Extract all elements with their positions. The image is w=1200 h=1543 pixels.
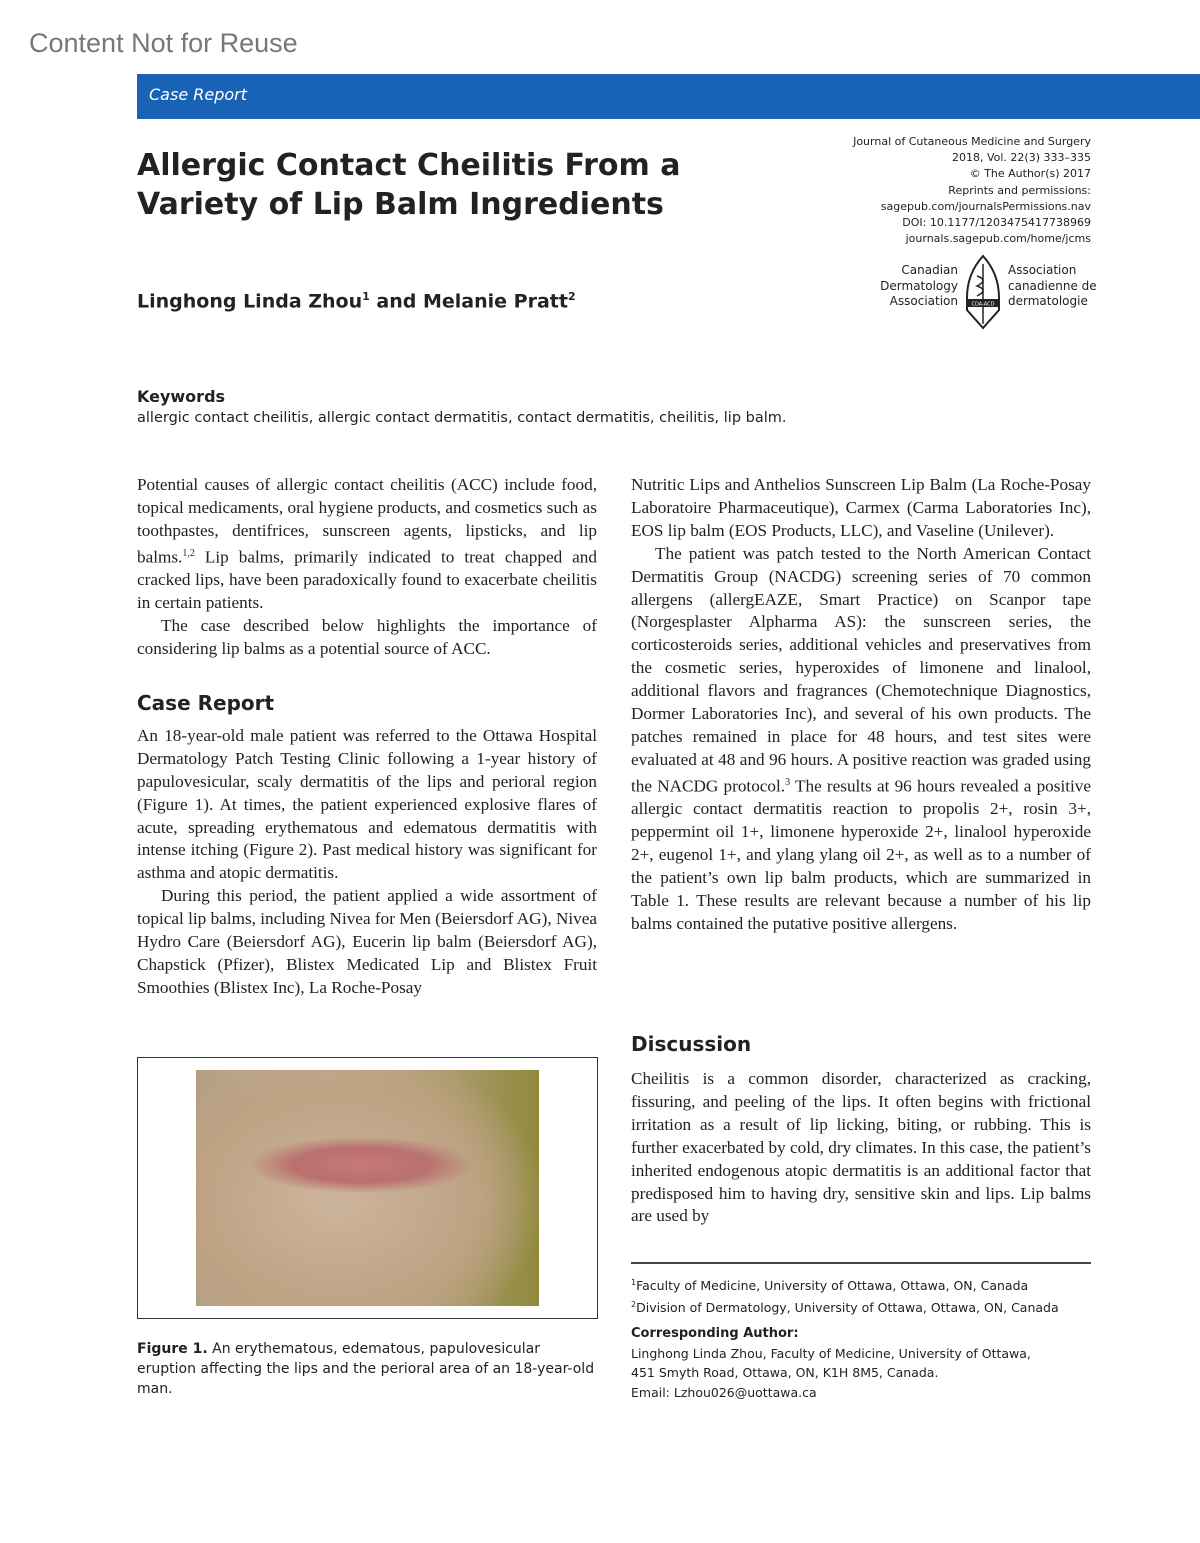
discussion-column (631, 1068, 1091, 1228)
section-heading-discussion: Discussion (631, 1032, 752, 1056)
right-column (631, 474, 1091, 936)
corresponding-heading: Corresponding Author: (631, 1326, 799, 1341)
affiliation-number: 1 (631, 1278, 637, 1287)
figure-label: Figure 1. (137, 1341, 208, 1357)
figure-1-photo (196, 1070, 539, 1306)
logo-text: Association (889, 294, 958, 308)
paragraph-text: Potential causes of allergic contact cheilitis (ACC) include food, topical medicaments, oral hygiene products, and cosmetics such as toothpastes, dentifrices, sunscreen agents, lipsticks, and lip balms. (137, 475, 597, 567)
authors-and: and (369, 290, 423, 313)
journal-meta (760, 134, 1091, 247)
author-2-affil: 2 (567, 290, 576, 303)
section-heading-case-report: Case Report (137, 690, 275, 715)
paragraph-text: Lip balms, primarily indicated to treat chapped and cracked lips, have been paradoxically found to exacerbate cheilitis in certain patients. (137, 547, 597, 613)
figure-caption (137, 1339, 597, 1399)
keywords-heading: Keywords (137, 387, 226, 406)
paragraph: Nutritic Lips and Anthelios Sunscreen Lip Balm (La Roche-Posay Laboratoire Pharmaceutique), Carmex (Carma Laboratories Inc), EOS lip balm (EOS Products, LLC), and Vaseline (Unilever). (631, 475, 1091, 540)
affiliation (631, 1295, 1059, 1317)
paragraph: Cheilitis is a common disorder, characterized as cracking, fissuring, and peeling of the lips. It often begins with frictional irritation as a result of lip licking, biting, or rubbing. This is further exacerbated by cold, dry climates. In this case, the patient’s inherited endogenous atopic dermatitis is an additional factor that predisposed him to having dry, sensitive skin and lips. Lip balms are used by (631, 1069, 1091, 1226)
svg-text:CDA-ACD: CDA-ACD (971, 301, 995, 308)
author-1-affil: 1 (362, 290, 370, 303)
paragraph (137, 474, 597, 615)
paragraph: During this period, the patient applied a wide assortment of topical lip balms, including Nivea for Men (Beiersdorf AG), Nivea Hydro Care (Beiersdorf AG), Eucerin lip balm (Beiersdorf AG), Chapstick (Pfizer), Blistex Medicated Lip and Blistex Fruit Smoothies (Blistex Inc), La Roche-Posay (137, 886, 597, 997)
corresponding-author (631, 1323, 1031, 1402)
article-type: Case Report (149, 85, 247, 104)
watermark: Content Not for Reuse (29, 28, 298, 58)
footnote-divider (631, 1262, 1091, 1264)
citation: 1,2 (182, 547, 195, 559)
author-1: Linghong Linda Zhou (137, 290, 363, 313)
corresponding-line: Linghong Linda Zhou, Faculty of Medicine, University of Ottawa, (631, 1345, 1031, 1361)
affiliation-text: Division of Dermatology, University of Ottawa, Ottawa, ON, Canada (636, 1300, 1059, 1316)
logo-text: Association (1008, 263, 1077, 277)
paragraph (631, 543, 1091, 936)
citation: 3 (785, 776, 791, 788)
paragraph-text: The results at 96 hours revealed a positive allergic contact dermatitis reaction to propolis 2+, rosin 3+, peppermint oil 1+, limonene hyperoxide 2+, linalool hyperoxide 2+, eugenol 1+, and ylang ylang oil 2+, as well as to a number of the patient’s own lip balm products, which are summarized in Table 1. These results are relevant because a number of his lip balms contained the putative positive allergens. (631, 776, 1092, 933)
reprints-label: Reprints and permissions: (948, 183, 1091, 197)
paragraph-text: The patient was patch tested to the North American Contact Dermatitis Group (NACDG) screening series of 70 common allergens (allergEAZE, Smart Practice) on Scanpor tape (Norgesplaster Alpharma AS): the sunscreen series, the corticosteroids series, additional vehicles and preservatives from the cosmetic series, hyperoxides of limonene and linalool, additional flavors and fragrances (Chemotechnique Diagnostics, Dormer Laboratories Inc), and several of his own products. The patches remained in place for 48 hours, and test sites were evaluated at 48 and 96 hours. A positive reaction was graded using the NACDG protocol. (631, 543, 1091, 796)
logo-text: dermatologie (1008, 294, 1088, 308)
affiliation-text: Faculty of Medicine, University of Ottawa, Ottawa, ON, Canada (636, 1278, 1029, 1294)
cda-logo (870, 254, 1100, 334)
keywords-text: allergic contact cheilitis, allergic contact dermatitis, contact dermatitis, cheilitis, lip balm. (137, 410, 787, 426)
corresponding-line: 451 Smyth Road, Ottawa, ON, K1H 8M5, Canada. (631, 1365, 939, 1380)
journal-link[interactable]: journals.sagepub.com/home/jcms (905, 232, 1091, 246)
corresponding-email[interactable]: Email: Lzhou026@uottawa.ca (631, 1384, 817, 1400)
journal-name: Journal of Cutaneous Medicine and Surgery (853, 135, 1091, 148)
figure-1 (137, 1057, 598, 1319)
figure-caption-text: An erythematous, edematous, papulovesicular eruption affecting the lips and the perioral area of an 18-year-old man. (137, 1341, 595, 1397)
paragraph: An 18-year-old male patient was referred to the Ottawa Hospital Dermatology Patch Testing Clinic following a 1-year history of papulovesicular, scaly dermatitis of the lips and perioral region (Figure 1). At times, the patient experienced explosive flares of acute, spreading erythematous and edematous dermatitis with intense itching (Figure 2). Past medical history was significant for asthma and atopic dermatitis. (137, 725, 597, 883)
article-type-band (137, 74, 1200, 119)
affiliation (631, 1273, 1059, 1295)
article-title: Allergic Contact Cheilitis From a Variety of Lip Balm Ingredients (137, 148, 681, 222)
author-2: Melanie Pratt (422, 290, 568, 313)
journal-volume: 2018, Vol. 22(3) 333–335 (951, 151, 1091, 165)
logo-text: Dermatology (880, 278, 958, 293)
affiliation-number: 2 (631, 1300, 637, 1310)
copyright: © The Author(s) 2017 (969, 167, 1091, 181)
authors (137, 290, 576, 312)
left-column (137, 474, 597, 1000)
paragraph: The case described below highlights the importance of considering lip balms as a potential source of ACC. (137, 616, 597, 659)
cda-shield-icon (964, 254, 1002, 332)
doi[interactable]: DOI: 10.1177/1203475417738969 (902, 216, 1091, 230)
logo-text: Canadian (901, 263, 958, 277)
permissions-link[interactable]: sagepub.com/journalsPermissions.nav (880, 199, 1091, 213)
affiliations (631, 1273, 1059, 1317)
logo-text: canadienne de (1008, 278, 1097, 293)
